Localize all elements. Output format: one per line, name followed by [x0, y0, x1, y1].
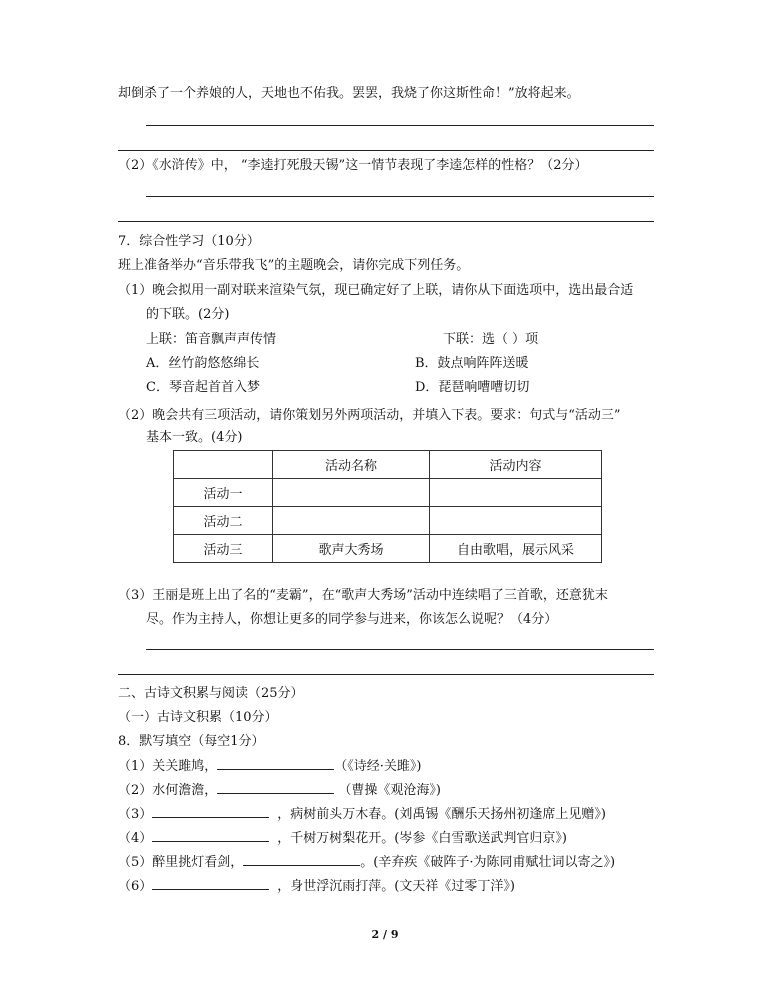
fill-item-suffix: ，身世浮沉雨打萍。(文天祥《过零丁洋》) — [277, 879, 515, 894]
fill-blank[interactable] — [152, 828, 269, 842]
answer-line — [146, 649, 654, 650]
fill-item-prefix: （5）醉里挑灯看剑， — [118, 855, 244, 870]
q7-part3-line2: 尽。作为主持人，你想让更多的同学参与进来，你该怎么说呢？（4分） — [146, 612, 558, 627]
table-cell[interactable] — [430, 479, 602, 507]
fill-item-suffix: （曹操《观沧海》) — [334, 783, 441, 798]
answer-line — [118, 674, 654, 675]
question-7-title: 7．综合性学习（10分） — [118, 234, 260, 249]
fill-blank[interactable] — [152, 876, 269, 890]
fill-item-5 — [118, 852, 615, 873]
fill-item-6 — [118, 876, 515, 897]
table-header-row — [174, 451, 602, 479]
fill-item-suffix: ，千树万树梨花开。(岑参《白雪歌送武判官归京》) — [277, 831, 567, 846]
option-c: C．琴音起首首入梦 — [146, 380, 260, 395]
table-cell[interactable] — [430, 507, 602, 535]
fill-item-prefix: （3） — [118, 807, 153, 822]
q7-part1-line1: （1）晚会拟用一副对联来渲染气氛，现已确定好了上联，请你从下面选项中，选出最合适 — [118, 283, 634, 298]
activity-table — [173, 450, 602, 563]
table-row — [174, 535, 602, 563]
fill-item-1 — [118, 756, 422, 777]
answer-line — [146, 125, 654, 126]
couplet-upper: 上联：笛音飘声声传情 — [146, 332, 277, 347]
fill-item-prefix: （1）关关雎鸠， — [118, 759, 218, 774]
table-cell: 活动三 — [174, 535, 273, 563]
table-cell: 自由歌唱，展示风采 — [430, 535, 602, 563]
table-row — [174, 507, 602, 535]
fill-item-prefix: （2）水何澹澹， — [118, 783, 218, 798]
fill-item-suffix: ，病树前头万木春。(刘禹锡《酬乐天扬州初逢席上见赠》) — [277, 807, 606, 822]
question-7-intro: 班上准备举办“音乐带我飞”的主题晚会，请你完成下列任务。 — [118, 258, 470, 273]
couplet-lower: 下联：选（ ）项 — [443, 332, 539, 347]
page-number: 2 / 9 — [371, 928, 399, 941]
table-cell[interactable] — [273, 479, 430, 507]
table-header-cell — [174, 451, 273, 479]
answer-line — [118, 221, 654, 222]
question-8-title: 8．默写填空（每空1分） — [118, 734, 265, 749]
table-cell: 活动一 — [174, 479, 273, 507]
fill-item-prefix: （6） — [118, 879, 153, 894]
fill-item-suffix: 。(辛弃疾《破阵子·为陈同甫赋壮词以寄之》) — [360, 855, 616, 870]
table-cell: 歌声大秀场 — [273, 535, 430, 563]
option-d: D．琵琶响嘈嘈切切 — [415, 380, 530, 395]
option-a: A．丝竹韵悠悠绵长 — [146, 356, 260, 371]
table-row — [174, 479, 602, 507]
fill-item-3 — [118, 804, 606, 825]
fill-blank[interactable] — [217, 756, 334, 770]
fill-item-4 — [118, 828, 567, 849]
fill-blank[interactable] — [152, 804, 269, 818]
q7-part2-line2: 基本一致。(4分) — [146, 430, 243, 445]
fill-item-suffix: （《诗经·关雎》) — [334, 759, 422, 774]
fill-blank[interactable] — [217, 780, 334, 794]
answer-line — [146, 196, 654, 197]
fill-item-2 — [118, 780, 441, 801]
answer-line — [118, 150, 654, 151]
question-6-2: （2）《水浒传》中， “李逵打死殷天锡”这一情节表现了李逵怎样的性格？（2分） — [118, 158, 588, 173]
q7-part2-line1: （2）晚会共有三项活动，请你策划另外两项活动，并填入下表。要求：句式与“活动三” — [118, 408, 621, 423]
fill-item-prefix: （4） — [118, 831, 153, 846]
table-cell[interactable] — [273, 507, 430, 535]
table-cell: 活动二 — [174, 507, 273, 535]
q7-part1-line2: 的下联。(2分) — [146, 307, 230, 322]
table-header-cell: 活动内容 — [430, 451, 602, 479]
fill-blank[interactable] — [243, 852, 360, 866]
q7-part3-line1: （3）王丽是班上出了名的“麦霸”，在“歌声大秀场”活动中连续唱了三首歌，还意犹末 — [118, 588, 608, 603]
intro-line: 却倒杀了一个养娘的人，天地也不佑我。罢罢，我烧了你这斯性命！”放将起来。 — [118, 86, 580, 101]
table-header-cell: 活动名称 — [273, 451, 430, 479]
section-2-title: 二、古诗文积累与阅读（25分） — [118, 686, 304, 701]
option-b: B．鼓点响阵阵送暖 — [415, 356, 529, 371]
section-2-sub: （一）古诗文积累（10分） — [118, 710, 278, 725]
